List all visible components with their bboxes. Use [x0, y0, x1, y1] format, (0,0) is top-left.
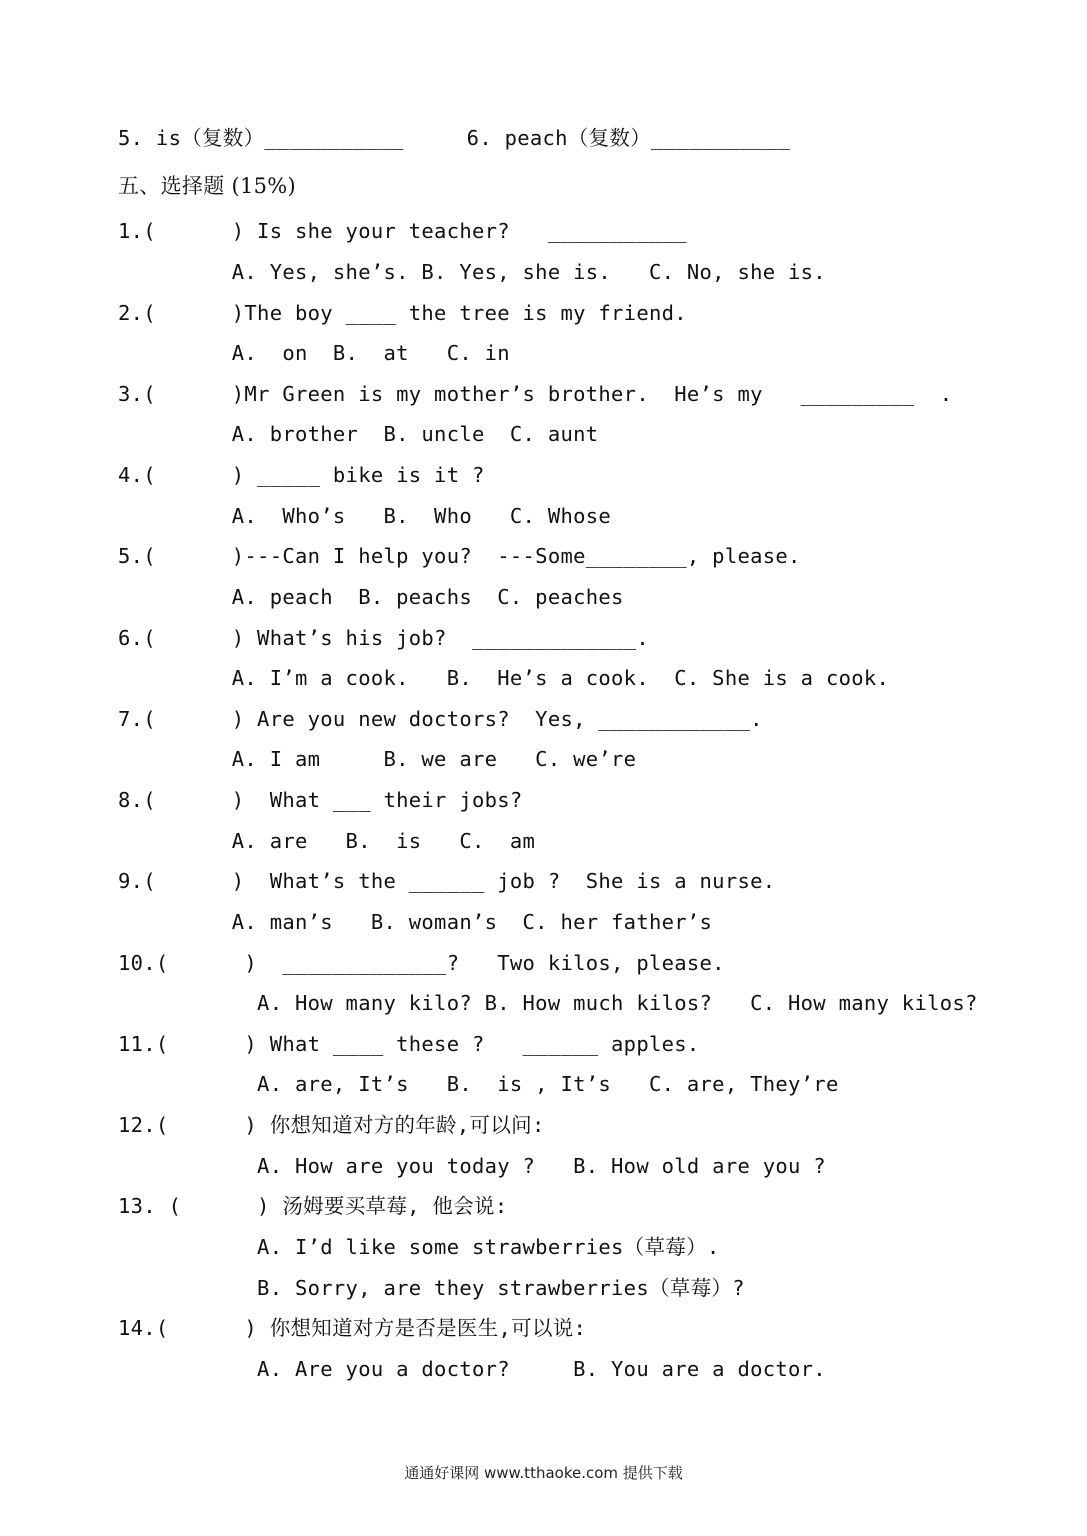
question-3: 3.( )Mr Green is my mother’s brother. He’s my _________ . — [118, 382, 953, 406]
question-9-options: A. man’s B. woman’s C. her father’s — [118, 910, 713, 934]
question-7-options: A. I am B. we are C. we’re — [118, 747, 637, 771]
question-10: 10.( ) _____________? Two kilos, please. — [118, 951, 725, 975]
question-8: 8.( ) What ___ their jobs? — [118, 788, 523, 812]
question-5: 5.( )---Can I help you? ---Some________, please. — [118, 544, 801, 568]
question-4-options: A. Who’s B. Who C. Whose — [118, 504, 612, 528]
page-footer: 通通好课网 www.tthaoke.com 提供下载 — [404, 1464, 683, 1482]
question-11: 11.( ) What ____ these ? ______ apples. — [118, 1032, 700, 1056]
question-11-options: A. are, It’s B. is , It’s C. are, They’re — [118, 1072, 839, 1096]
question-3-options: A. brother B. uncle C. aunt — [118, 422, 599, 446]
question-14: 14.( ) 你想知道对方是否是医生,可以说: — [118, 1316, 587, 1340]
question-1-options: A. Yes, she’s. B. Yes, she is. C. No, she is. — [118, 260, 826, 284]
question-1: 1.( ) Is she your teacher? ___________ — [118, 219, 687, 243]
question-2: 2.( )The boy ____ the tree is my friend. — [118, 301, 687, 325]
question-6: 6.( ) What’s his job? _____________. — [118, 626, 649, 650]
question-10-options: A. How many kilo? B. How much kilos? C. How many kilos? — [118, 991, 978, 1015]
question-14-options: A. Are you a doctor? B. You are a doctor. — [118, 1357, 826, 1381]
question-12-options: A. How are you today ? B. How old are you ? — [118, 1154, 826, 1178]
question-9: 9.( ) What’s the ______ job ? She is a nurse. — [118, 869, 776, 893]
fill-in-line-5-6: 5. is（复数）___________ 6. peach（复数）___________ — [118, 126, 791, 150]
question-13-option-b: B. Sorry, are they strawberries（草莓）? — [118, 1276, 745, 1300]
question-4: 4.( ) _____ bike is it ? — [118, 463, 485, 487]
question-6-options: A. I’m a cook. B. He’s a cook. C. She is a cook. — [118, 666, 890, 690]
question-13: 13. ( ) 汤姆要买草莓, 他会说: — [118, 1194, 508, 1218]
section-title: 五、选择题 (15%) — [118, 174, 297, 198]
question-7: 7.( ) Are you new doctors? Yes, ____________. — [118, 707, 763, 731]
question-2-options: A. on B. at C. in — [118, 341, 510, 365]
question-12: 12.( ) 你想知道对方的年龄,可以问: — [118, 1113, 545, 1137]
question-13-option-a: A. I’d like some strawberries（草莓）. — [118, 1235, 720, 1259]
question-8-options: A. are B. is C. am — [118, 829, 536, 853]
question-5-options: A. peach B. peachs C. peaches — [118, 585, 624, 609]
